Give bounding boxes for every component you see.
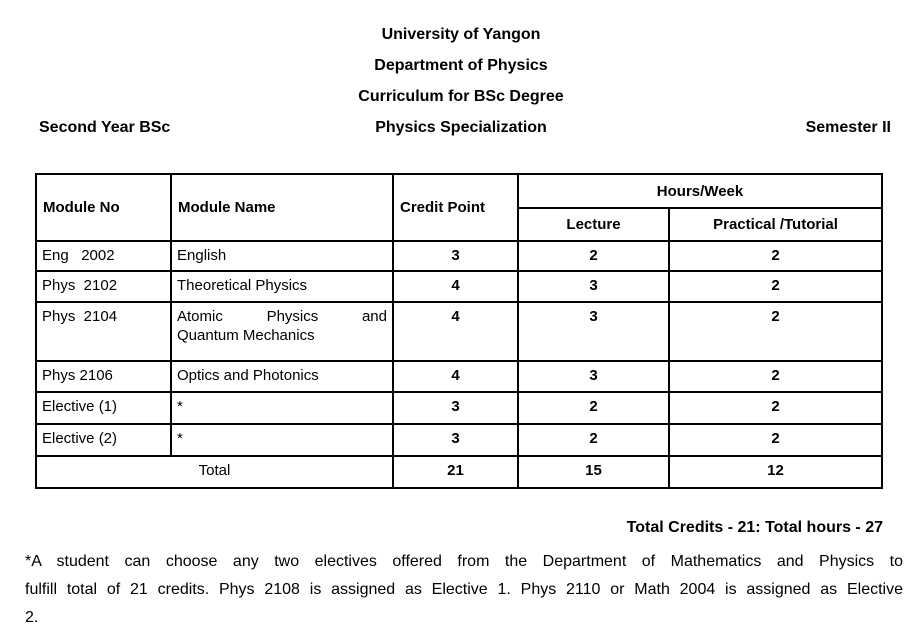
practical-cell: 2: [669, 424, 882, 456]
practical-cell: 2: [669, 271, 882, 302]
footnote: [25, 548, 903, 624]
module-no-cell: Elective (1): [36, 392, 171, 424]
col-header-credit-point: Credit Point: [393, 174, 518, 241]
doc-title-university: University of Yangon: [381, 26, 541, 43]
lecture-cell: 3: [518, 302, 669, 361]
module-name-line-1: Atomic Physics and: [177, 308, 387, 325]
module-no-cell: Phys 2104: [36, 302, 171, 361]
subheader-specialization: Physics Specialization: [375, 119, 547, 136]
col-header-hours-week: Hours/Week: [518, 174, 882, 208]
lecture-cell: 3: [518, 361, 669, 392]
col-header-module-no: Module No: [36, 174, 171, 241]
subheader-year: Second Year BSc: [39, 119, 171, 136]
practical-cell: 2: [669, 241, 882, 271]
col-header-lecture: Lecture: [518, 208, 669, 241]
totals-summary: Total Credits - 21: Total hours - 27: [626, 519, 883, 536]
table-header-row-1: [36, 174, 882, 208]
practical-cell: 2: [669, 361, 882, 392]
practical-cell: 2: [669, 392, 882, 424]
subheader-semester: Semester II: [805, 119, 891, 136]
practical-cell: 2: [669, 302, 882, 361]
footnote-line-2: fulfill total of 21 credits. Phys 2108 is assigned as Elective 1. Phys 2110 or Math 2004 is assigned as Elective: [25, 581, 903, 598]
module-name-line-2: Quantum Mechanics: [177, 327, 315, 344]
module-no-cell: Eng 2002: [36, 241, 171, 271]
module-no-cell: Phys 2102: [36, 271, 171, 302]
module-name-cell: English: [171, 241, 393, 271]
credit-cell: 3: [393, 424, 518, 456]
lecture-cell: 2: [518, 424, 669, 456]
lecture-cell: 2: [518, 241, 669, 271]
doc-title-department: Department of Physics: [374, 57, 548, 74]
footnote-line-1: *A student can choose any two electives offered from the Department of Mathematics and Physics to: [25, 553, 903, 570]
total-credit-cell: 21: [393, 456, 518, 488]
table-row: [36, 361, 882, 392]
module-name-cell: *: [171, 424, 393, 456]
module-name-cell: *: [171, 392, 393, 424]
credit-cell: 3: [393, 392, 518, 424]
lecture-cell: 3: [518, 271, 669, 302]
footnote-line-3: 2.: [25, 609, 39, 624]
total-practical-cell: 12: [669, 456, 882, 488]
credit-cell: 4: [393, 302, 518, 361]
module-no-cell: Phys 2106: [36, 361, 171, 392]
lecture-cell: 2: [518, 392, 669, 424]
table-row: [36, 241, 882, 271]
table-row: [36, 302, 882, 361]
credit-cell: 4: [393, 271, 518, 302]
table-row: [36, 392, 882, 424]
module-name-cell: Optics and Photonics: [171, 361, 393, 392]
credit-cell: 3: [393, 241, 518, 271]
col-header-module-name: Module Name: [171, 174, 393, 241]
module-no-cell: Elective (2): [36, 424, 171, 456]
col-header-practical: Practical /Tutorial: [669, 208, 882, 241]
table-row: [36, 271, 882, 302]
curriculum-table: [35, 173, 883, 489]
total-lecture-cell: 15: [518, 456, 669, 488]
doc-title-curriculum: Curriculum for BSc Degree: [358, 88, 564, 105]
module-name-cell: Theoretical Physics: [171, 271, 393, 302]
credit-cell: 4: [393, 361, 518, 392]
total-label: Total: [36, 456, 393, 488]
table-row: [36, 424, 882, 456]
module-name-cell: [171, 302, 393, 361]
total-row: [36, 456, 882, 488]
